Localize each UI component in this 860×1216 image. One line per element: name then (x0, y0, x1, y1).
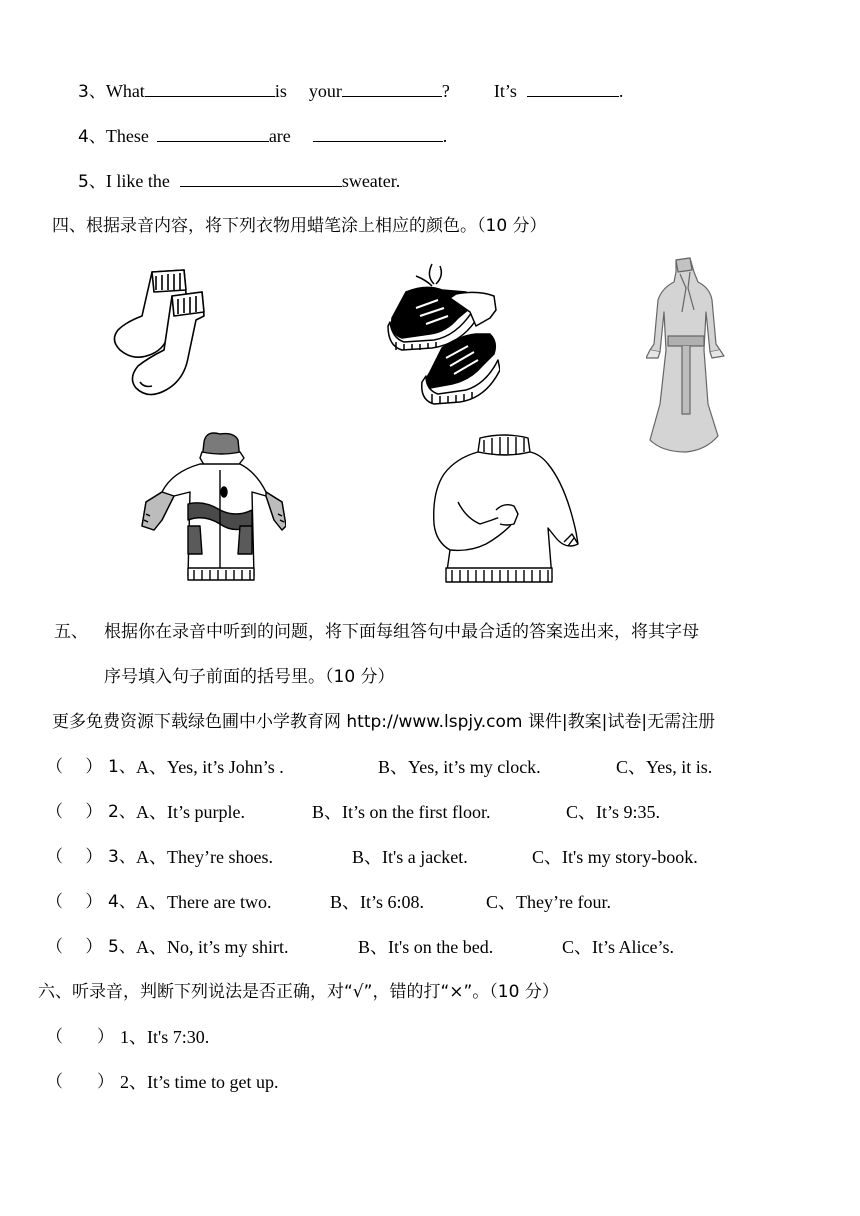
option-b: B、It’s on the first floor. (312, 802, 491, 822)
sneakers-icon[interactable] (386, 262, 500, 412)
option-a: A、No, it’s my shirt. (136, 937, 289, 957)
answer-paren[interactable]: （ ） (46, 802, 103, 822)
section-6-title: 六、听录音，判断下列说法是否正确，对“√”，错的打“×”。（10 分） (38, 982, 559, 1002)
option-b: B、It’s 6:08. (330, 892, 425, 912)
fill-item-3: 3、What is your ? It’s . (78, 81, 624, 102)
answer-blank[interactable] (342, 80, 442, 97)
option-c: C、They’re four. (486, 892, 611, 912)
answer-paren[interactable]: （ ） (46, 1027, 114, 1047)
section-5-instructions-1: 根据你在录音中听到的问题，将下面每组答句中最合适的答案选出来，将其字母 (104, 622, 699, 642)
answer-blank[interactable] (527, 80, 619, 97)
option-c: C、It’s Alice’s. (562, 937, 674, 957)
jacket-icon[interactable] (140, 430, 286, 588)
watermark-ad: 更多免费资源下载绿色圃中小学教育网 http://www.lspjy.com 课件|教案|试卷|无需注册 (52, 712, 716, 732)
section-5-instructions-2: 序号填入句子前面的括号里。（10 分） (104, 667, 395, 687)
option-a: A、It’s purple. (136, 802, 245, 822)
option-c: C、It's my story-book. (532, 847, 698, 867)
answer-paren[interactable]: （ ） (46, 892, 103, 912)
answer-blank[interactable] (180, 170, 342, 187)
answer-paren[interactable]: （ ） (46, 847, 103, 867)
sweater-icon[interactable] (430, 432, 580, 592)
option-b: B、It's on the bed. (358, 937, 494, 957)
option-a: A、There are two. (136, 892, 272, 912)
option-b: B、Yes, it’s my clock. (378, 757, 541, 777)
option-a: A、They’re shoes. (136, 847, 273, 867)
fill-item-4: 4、These are . (78, 126, 448, 147)
socks-icon[interactable] (108, 268, 208, 404)
section-5-number: 五、 (54, 622, 88, 642)
answer-paren[interactable]: （ ） (46, 1072, 114, 1092)
option-a: A、Yes, it’s John’s . (136, 757, 284, 777)
dress-icon[interactable] (646, 254, 726, 454)
answer-paren[interactable]: （ ） (46, 757, 103, 777)
option-b: B、It's a jacket. (352, 847, 468, 867)
fill-item-5: 5、I like the sweater. (78, 171, 401, 192)
answer-blank[interactable] (313, 125, 443, 142)
section-4-title: 四、根据录音内容，将下列衣物用蜡笔涂上相应的颜色。（10 分） (52, 216, 547, 236)
option-c: C、Yes, it is. (616, 757, 713, 777)
option-c: C、It’s 9:35. (566, 802, 661, 822)
answer-paren[interactable]: （ ） (46, 937, 103, 957)
answer-blank[interactable] (157, 125, 269, 142)
answer-blank[interactable] (145, 80, 275, 97)
